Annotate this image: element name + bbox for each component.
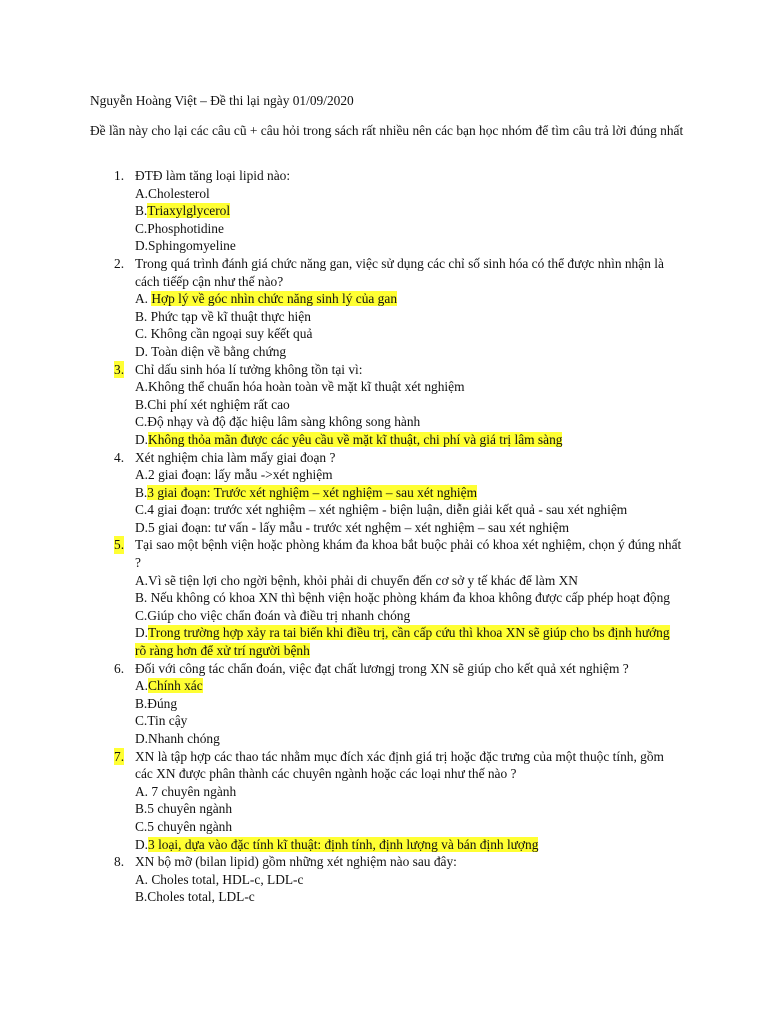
answer-option (135, 237, 683, 255)
option-prefix: A. (135, 467, 149, 483)
answer-option (135, 677, 683, 695)
question-text: Tại sao một bệnh viện hoặc phòng khám đa khoa bắt buộc phải có khoa xét nghiệm, chọn ý đúng nhất ? (135, 537, 682, 571)
answer-option (135, 220, 683, 238)
document-header: Nguyễn Hoàng Việt – Đề thi lại ngày 01/09/2020 (90, 93, 354, 108)
highlighted-answer: 3 loại, dựa vào đặc tính kĩ thuật: định tính, định lượng và bán định lượng (148, 836, 539, 852)
answer-option (135, 484, 683, 502)
option-prefix: B. (135, 695, 148, 711)
answer-option (135, 501, 683, 519)
option-prefix: B. (135, 801, 148, 817)
question-item (0, 748, 683, 854)
answer-option (135, 836, 683, 854)
option-prefix: C. (135, 607, 148, 623)
question-text: Chỉ dấu sinh hóa lí tưởng không tồn tại vì: (135, 361, 363, 377)
highlighted-answer: Trong trường hợp xảy ra tai biến khi điều trị, cần cấp cứu thì khoa XN sẽ giúp cho bs định hướng rõ ràng hơn để xử trí người bệnh (135, 625, 670, 659)
answer-option (135, 325, 683, 343)
option-prefix: B. (135, 889, 148, 905)
document-intro: Đề lần này cho lại các câu cũ + câu hỏi trong sách rất nhiều nên các bạn học nhóm để tìm câu trả lời đúng nhất (90, 123, 684, 138)
answer-option (135, 185, 683, 203)
question-item (0, 449, 683, 537)
answer-option (135, 202, 683, 220)
option-text: C. Không cần ngoại suy kếết quả (135, 326, 313, 342)
option-text: Vì sẽ tiện lợi cho ngời bệnh, khỏi phải di chuyển đến cơ sở y tế khác để làm XN (148, 572, 578, 588)
option-text: Giúp cho việc chẩn đoán và điều trị nhanh chóng (147, 607, 411, 623)
question-item (0, 853, 683, 906)
option-text: A. Choles total, HDL-c, LDL-c (135, 871, 304, 887)
option-text: Cholesterol (148, 185, 210, 201)
answer-option (135, 308, 683, 326)
option-text: B. Phức tạp về kĩ thuật thực hiện (135, 308, 311, 324)
option-prefix: D. (135, 238, 149, 254)
answer-option (135, 431, 683, 449)
question-number: 2. (114, 255, 125, 271)
option-text: 5 giai đoạn: tư vấn - lấy mẫu - trước xét nghệm – xét nghiệm – sau xét nghiệm (148, 519, 570, 535)
question-number: 5. (114, 537, 125, 553)
option-prefix: D. (135, 431, 149, 447)
answer-option (135, 695, 683, 713)
option-prefix: C. (135, 414, 148, 430)
option-text: Không thể chuẩn hóa hoàn toàn về mặt kĩ thuật xét nghiệm (148, 379, 465, 395)
question-number: 4. (114, 449, 125, 465)
question-number: 1. (114, 168, 125, 183)
option-prefix: A. (135, 291, 152, 307)
answer-option (135, 730, 683, 748)
question-text: XN là tập hợp các thao tác nhằm mục đích xác định giá trị hoặc đặc trưng của một thuộc tính, gồm các XN được phân thành các chuyên ngành hoặc các loại như thế nào ? (135, 748, 664, 782)
question-item (0, 660, 683, 748)
question-text: Đối với công tác chẩn đoán, việc đạt chất lươngj trong XN sẽ giúp cho kết quả xét nghiệm ? (135, 660, 629, 676)
answer-option (135, 378, 683, 396)
option-text: A. 7 chuyên ngành (135, 783, 237, 799)
answer-option (135, 396, 683, 414)
option-prefix: B. (135, 484, 148, 500)
question-number: 3. (114, 361, 125, 377)
option-prefix: A. (135, 379, 149, 395)
answer-option (135, 290, 683, 308)
option-text: Tin cậy (147, 713, 188, 729)
question-number: 7. (114, 748, 125, 764)
option-text: Chi phí xét nghiệm rất cao (147, 396, 290, 412)
option-text: B. Nếu không có khoa XN thì bệnh viện hoặc phòng khám đa khoa không được cấp phép hoạt động (135, 590, 670, 606)
option-prefix: D. (135, 519, 149, 535)
answer-option (135, 871, 683, 889)
question-item (0, 255, 683, 361)
option-prefix: A. (135, 185, 149, 201)
option-text: 2 giai đoạn: lấy mẫu ->xét nghiệm (148, 467, 333, 483)
option-text: Phosphotidine (147, 220, 224, 236)
question-text: ĐTĐ làm tăng loại lipid nào: (135, 168, 291, 183)
answer-option (135, 818, 683, 836)
highlighted-answer: 3 giai đoạn: Trước xét nghiệm – xét nghiệm – sau xét nghiệm (147, 484, 477, 500)
question-text: Trong quá trình đánh giá chức năng gan, việc sử dụng các chỉ số sinh hóa có thể được nhìn nhận là cách tiếếp cận như thế nào? (135, 255, 664, 289)
option-prefix: A. (135, 678, 149, 694)
option-prefix: C. (135, 713, 148, 729)
option-text: Sphingomyeline (148, 238, 236, 254)
question-item (0, 167, 683, 255)
option-text: 5 chuyên ngành (147, 801, 233, 817)
highlighted-answer: Chính xác (148, 678, 203, 694)
answer-option (135, 607, 683, 625)
option-prefix: C. (135, 220, 148, 236)
option-text: Độ nhạy và độ đặc hiệu lâm sàng không song hành (147, 414, 421, 430)
option-prefix: B. (135, 203, 148, 219)
answer-option (135, 572, 683, 590)
option-prefix: C. (135, 502, 148, 518)
question-number: 6. (114, 660, 125, 676)
answer-option (135, 519, 683, 537)
option-text: Nhanh chóng (148, 731, 220, 746)
answer-option (135, 712, 683, 730)
option-prefix: D. (135, 731, 149, 746)
question-number: 8. (114, 854, 125, 870)
option-prefix: A. (135, 572, 149, 588)
answer-option (135, 800, 683, 818)
question-text: Xét nghiệm chia làm mấy giai đoạn ? (135, 449, 336, 465)
answer-option (135, 343, 683, 361)
answer-option (135, 888, 683, 906)
question-list (0, 167, 768, 906)
highlighted-answer: Không thỏa mãn được các yêu cầu về mặt kĩ thuật, chi phí và giá trị lâm sàng (148, 431, 563, 447)
option-text: Choles total, LDL-c (147, 889, 255, 905)
highlighted-answer: Hợp lý về góc nhìn chức năng sinh lý của gan (151, 291, 398, 307)
option-text: 5 chuyên ngành (147, 818, 233, 834)
option-text: D. Toàn diện về bằng chứng (135, 343, 287, 359)
answer-option (135, 466, 683, 484)
option-prefix: D. (135, 836, 149, 852)
answer-option (135, 783, 683, 801)
question-item (0, 361, 683, 449)
option-text: 4 giai đoạn: trước xét nghiệm – xét nghiệm - biện luận, diễn giải kết quả - sau xét nghiệm (147, 502, 628, 518)
answer-option (135, 589, 683, 607)
highlighted-answer: Triaxylglycerol (147, 203, 231, 219)
question-text: XN bộ mỡ (bilan lipid) gồm những xét nghiệm nào sau đây: (135, 854, 457, 870)
option-prefix: D. (135, 625, 149, 641)
answer-option (135, 413, 683, 431)
answer-option (135, 624, 683, 659)
question-item (0, 536, 683, 659)
option-text: Đúng (147, 695, 178, 711)
option-prefix: C. (135, 818, 148, 834)
option-prefix: B. (135, 396, 148, 412)
